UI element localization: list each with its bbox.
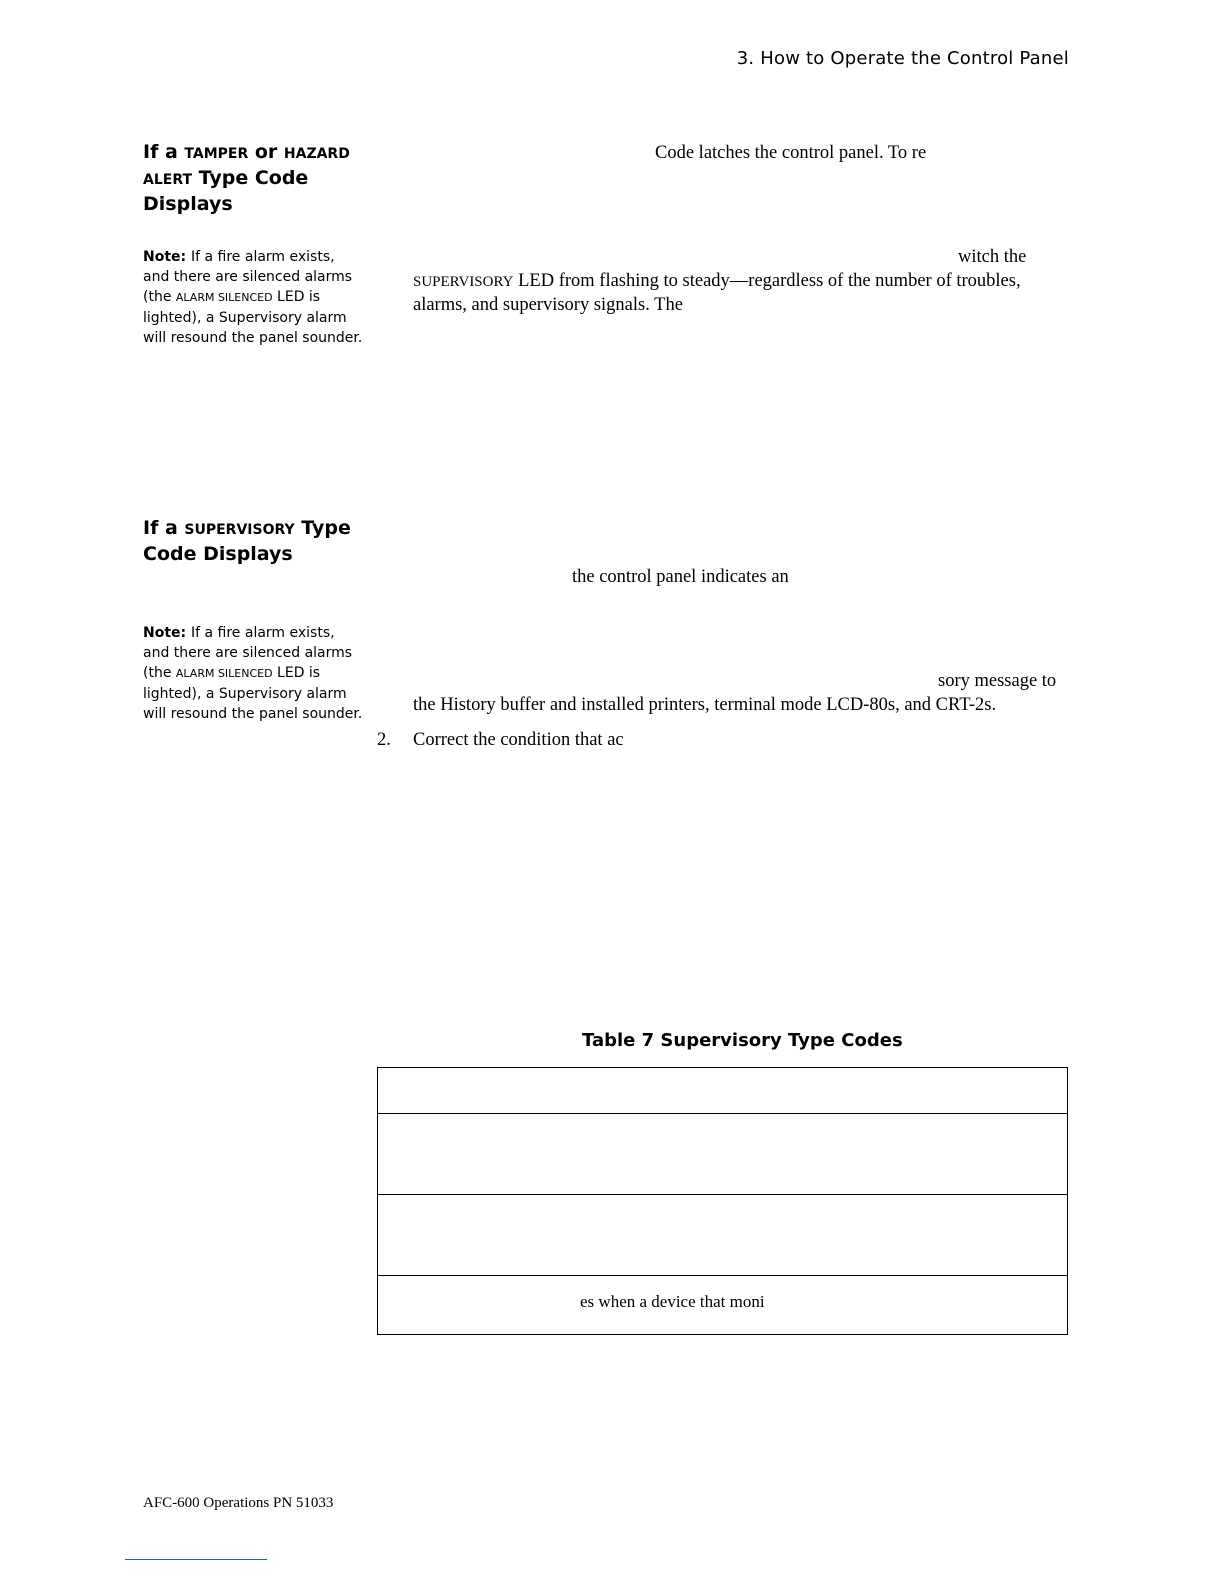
table-row xyxy=(378,1195,1067,1276)
link-underline xyxy=(125,1559,267,1560)
note-text-2: LED is lighted), a Supervisory alarm will resound the panel sounder. xyxy=(143,665,363,722)
tamper-para-2-b xyxy=(413,269,1021,294)
para-2-text: LED from flashing to steady—regardless of the number of troubles, xyxy=(513,271,1021,291)
heading-tamper-keyword: TAMPER xyxy=(184,146,249,162)
heading-hazard-keyword: HAZARD ALERT xyxy=(143,146,350,188)
note-text-2: LED is lighted), a Supervisory alarm will resound the panel sounder. xyxy=(143,289,363,346)
running-header: 3. How to Operate the Control Panel xyxy=(736,48,1069,69)
note-label: Note: xyxy=(143,625,191,641)
note-label: Note: xyxy=(143,249,191,265)
heading-supervisory-keyword: SUPERVISORY xyxy=(184,522,295,538)
heading-suffix: Type Code Displays xyxy=(143,167,309,215)
table-row xyxy=(378,1068,1067,1114)
note-led-name: ALARM SILENCED xyxy=(175,291,273,304)
note-text-1: If a fire alarm exists, and there are silenced alarms (the xyxy=(143,249,353,305)
heading-suffix: Type Code Displays xyxy=(143,517,351,565)
table-caption: Table 7 Supervisory Type Codes xyxy=(582,1030,903,1051)
step-2-text: Correct the condition that ac xyxy=(413,730,624,750)
supervisory-type-codes-table xyxy=(377,1067,1068,1335)
tamper-para-2-a: witch the xyxy=(958,247,1027,267)
tamper-para-2-c: alarms, and supervisory signals. The xyxy=(413,295,683,315)
supervisory-para-2-a: sory message to xyxy=(938,671,1057,691)
table-cell: es when a device that moni xyxy=(580,1292,765,1311)
tamper-section-heading xyxy=(143,140,373,216)
tamper-para-1: Code latches the control panel. To re xyxy=(655,143,927,163)
supervisory-side-note xyxy=(143,623,363,724)
supervisory-para-1: the control panel indicates an xyxy=(572,567,789,587)
tamper-side-note xyxy=(143,247,363,348)
page-footer: AFC-600 Operations PN 51033 xyxy=(143,1495,334,1511)
supervisory-para-2-b: the History buffer and installed printers, terminal mode LCD-80s, and CRT-2s. xyxy=(413,695,997,715)
table-row xyxy=(378,1276,1067,1334)
heading-mid: or xyxy=(248,141,284,163)
note-text-1: If a fire alarm exists, and there are silenced alarms (the xyxy=(143,625,353,681)
table-row xyxy=(378,1114,1067,1195)
heading-prefix: If a xyxy=(143,517,185,539)
note-led-name: ALARM SILENCED xyxy=(175,667,273,680)
supervisory-led-name: SUPERVISORY xyxy=(413,274,514,290)
supervisory-section-heading xyxy=(143,516,373,566)
step-2-number: 2. xyxy=(377,730,391,750)
heading-prefix: If a xyxy=(143,141,185,163)
